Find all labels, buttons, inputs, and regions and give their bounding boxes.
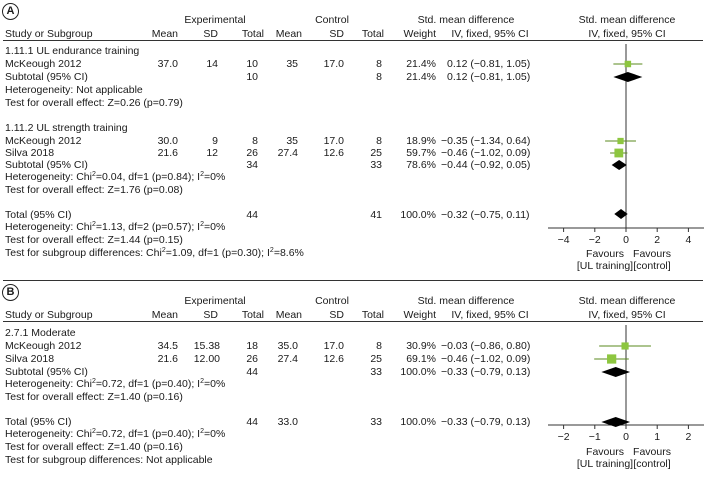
subtotal-total-e: 44 <box>246 366 258 378</box>
header-study: Study or Subgroup <box>5 28 93 40</box>
subtotal-ci: −0.33 (−0.79, 0.13) <box>441 366 531 378</box>
x-tick-label: 2 <box>654 234 661 246</box>
header-mean-c: Mean <box>275 309 302 321</box>
header-total-c: Total <box>361 309 384 321</box>
study-total-c: 8 <box>376 340 382 352</box>
study-sd-e: 12.00 <box>193 353 220 365</box>
study-point-marker <box>625 61 631 67</box>
study-sd-e: 9 <box>212 135 218 147</box>
heterogeneity-text: Heterogeneity: Chi$^2$=0.72, df=1 (p=0.40); $I^2=0\%$ <box>5 378 226 390</box>
study-total-e: 26 <box>246 353 258 365</box>
study-mean-c: 35 <box>286 135 298 147</box>
study-mean-e: 37.0 <box>157 58 178 70</box>
subtotal-weight: 78.6% <box>406 159 436 171</box>
header-method-col: IV, fixed, 95% CI <box>451 28 529 40</box>
x-tick-label: 1 <box>654 431 661 443</box>
total-total-e: 44 <box>246 416 258 428</box>
study-sd-e: 15.38 <box>193 340 220 352</box>
study-ci: −0.46 (−1.02, 0.09) <box>441 147 531 159</box>
panel-letter-a: A <box>2 3 19 20</box>
subtotal-label: Subtotal (95% CI) <box>5 71 88 83</box>
subtotal-total-c: 33 <box>370 159 382 171</box>
header-mean-e: Mean <box>151 28 178 40</box>
study-total-e: 10 <box>246 58 258 70</box>
favours-left-label: [UL training] <box>576 458 634 470</box>
subgroup-title: 2.7.1 Moderate <box>5 327 76 339</box>
header-sd-c: SD <box>329 28 344 40</box>
study-sd-c: 12.6 <box>323 147 344 159</box>
study-name: Silva 2018 <box>5 147 55 159</box>
study-sd-c: 12.6 <box>323 353 344 365</box>
subgroup-title: 1.11.1 UL endurance training <box>5 45 140 57</box>
study-name: Silva 2018 <box>5 353 55 365</box>
study-ci: −0.46 (−1.02, 0.09) <box>441 353 531 365</box>
favours-right-label: Favours <box>633 446 671 458</box>
study-total-e: 8 <box>252 135 258 147</box>
heterogeneity-text: Heterogeneity: Chi$^2$=0.04, df=1 (p=0.84); $I^2=0\%$ <box>5 171 226 183</box>
total-mean-c: 33.0 <box>277 416 298 428</box>
study-point-marker <box>607 354 616 363</box>
favours-right-label: Favours <box>633 248 671 260</box>
total-label: Total (95% CI) <box>5 416 72 428</box>
header-sd-e: SD <box>203 309 218 321</box>
subtotal-total-c: 33 <box>370 366 382 378</box>
header-method-plot: IV, fixed, 95% CI <box>588 309 666 321</box>
study-sd-c: 17.0 <box>323 340 344 352</box>
panel-letter-b: B <box>2 284 19 301</box>
overall-effect-text: Test for overall effect: Z=1.76 (p=0.08) <box>5 184 183 196</box>
study-mean-c: 35.0 <box>277 340 298 352</box>
x-tick-label: −4 <box>557 234 570 246</box>
header-experimental: Experimental <box>184 295 246 307</box>
total-ci: −0.33 (−0.79, 0.13) <box>441 416 531 428</box>
overall-effect-text: Test for overall effect: Z=1.40 (p=0.16) <box>5 391 183 403</box>
study-point-marker <box>614 149 623 158</box>
study-mean-e: 21.6 <box>157 147 178 159</box>
header-control: Control <box>315 295 349 307</box>
header-experimental: Experimental <box>184 14 246 26</box>
study-sd-e: 14 <box>206 58 218 70</box>
study-point-marker <box>617 138 623 144</box>
x-tick-label: 2 <box>685 431 692 443</box>
study-point-marker <box>621 342 628 349</box>
total-total-e: 44 <box>246 209 258 221</box>
pooled-estimate-diamond <box>612 160 627 170</box>
x-tick-label: 0 <box>623 431 629 443</box>
subtotal-weight: 100.0% <box>400 366 436 378</box>
study-ci: 0.12 (−0.81, 1.05) <box>447 58 531 70</box>
total-heterogeneity: Heterogeneity: Chi$^2$=0.72, df=1 (p=0.40); $I^2=0\%$ <box>5 428 226 440</box>
x-tick-label: 0 <box>623 234 629 246</box>
study-weight: 69.1% <box>406 353 436 365</box>
subgroup-differences: Test for subgroup differences: Chi$^2$=1.09, df=1 (p=0.30); $I^2=8.6\%$ <box>5 247 304 259</box>
header-smd-plot: Std. mean difference <box>578 14 676 26</box>
subtotal-ci: −0.44 (−0.92, 0.05) <box>441 159 531 171</box>
pooled-estimate-diamond <box>613 72 642 82</box>
study-mean-e: 34.5 <box>157 340 178 352</box>
study-name: McKeough 2012 <box>5 58 82 70</box>
header-weight: Weight <box>403 309 436 321</box>
favours-right-label: [control] <box>633 458 671 470</box>
total-total-c: 33 <box>370 416 382 428</box>
x-tick-label: −1 <box>588 431 601 443</box>
study-mean-e: 30.0 <box>157 135 178 147</box>
header-total-e: Total <box>241 28 264 40</box>
header-method-plot: IV, fixed, 95% CI <box>588 28 666 40</box>
header-study: Study or Subgroup <box>5 309 93 321</box>
heterogeneity-text: Heterogeneity: Not applicable <box>5 84 143 96</box>
subgroup-title: 1.11.2 UL strength training <box>5 122 128 134</box>
x-tick-label: −2 <box>557 431 570 443</box>
subgroup-differences: Test for subgroup differences: Not applicable <box>5 454 213 466</box>
subtotal-label: Subtotal (95% CI) <box>5 366 88 378</box>
study-total-c: 25 <box>370 353 382 365</box>
header-sd-c: SD <box>329 309 344 321</box>
study-total-c: 8 <box>376 135 382 147</box>
header-smd-plot: Std. mean difference <box>578 295 676 307</box>
study-sd-c: 17.0 <box>323 135 344 147</box>
header-mean-e: Mean <box>151 309 178 321</box>
x-tick-label: 4 <box>685 234 692 246</box>
study-total-c: 8 <box>376 58 382 70</box>
header-smd-col: Std. mean difference <box>417 14 515 26</box>
header-total-c: Total <box>361 28 384 40</box>
x-tick-label: −2 <box>588 234 601 246</box>
study-mean-c: 27.4 <box>277 147 298 159</box>
header-control: Control <box>315 14 349 26</box>
total-heterogeneity: Heterogeneity: Chi$^2$=1.13, df=2 (p=0.57); $I^2=0\%$ <box>5 221 226 233</box>
header-method-col: IV, fixed, 95% CI <box>451 309 529 321</box>
subtotal-label: Subtotal (95% CI) <box>5 159 88 171</box>
study-mean-c: 35 <box>286 58 298 70</box>
subtotal-total-e: 10 <box>246 71 258 83</box>
subtotal-ci: 0.12 (−0.81, 1.05) <box>447 71 531 83</box>
study-name: McKeough 2012 <box>5 340 82 352</box>
study-sd-c: 17.0 <box>323 58 344 70</box>
subtotal-total-c: 8 <box>376 71 382 83</box>
total-overall-effect: Test for overall effect: Z=1.44 (p=0.15) <box>5 234 183 246</box>
header-weight: Weight <box>403 28 436 40</box>
favours-left-label: Favours <box>586 248 624 260</box>
study-total-e: 26 <box>246 147 258 159</box>
study-total-c: 25 <box>370 147 382 159</box>
favours-right-label: [control] <box>633 260 671 272</box>
header-smd-col: Std. mean difference <box>417 295 515 307</box>
total-weight: 100.0% <box>400 209 436 221</box>
study-weight: 30.9% <box>406 340 436 352</box>
study-name: McKeough 2012 <box>5 135 82 147</box>
study-sd-e: 12 <box>206 147 218 159</box>
total-label: Total (95% CI) <box>5 209 72 221</box>
study-total-e: 18 <box>246 340 258 352</box>
study-mean-e: 21.6 <box>157 353 178 365</box>
study-ci: −0.03 (−0.86, 0.80) <box>441 340 531 352</box>
favours-left-label: Favours <box>586 446 624 458</box>
study-weight: 21.4% <box>406 58 436 70</box>
favours-left-label: [UL training] <box>576 260 634 272</box>
header-sd-e: SD <box>203 28 218 40</box>
total-weight: 100.0% <box>400 416 436 428</box>
total-ci: −0.32 (−0.75, 0.11) <box>441 209 530 221</box>
total-overall-effect: Test for overall effect: Z=1.40 (p=0.16) <box>5 441 183 453</box>
overall-effect-text: Test for overall effect: Z=0.26 (p=0.79) <box>5 97 183 109</box>
total-total-c: 41 <box>370 209 382 221</box>
study-mean-c: 27.4 <box>277 353 298 365</box>
subtotal-weight: 21.4% <box>406 71 436 83</box>
header-total-e: Total <box>241 309 264 321</box>
study-weight: 59.7% <box>406 147 436 159</box>
header-mean-c: Mean <box>275 28 302 40</box>
study-weight: 18.9% <box>406 135 436 147</box>
study-ci: −0.35 (−1.34, 0.64) <box>441 135 531 147</box>
subtotal-total-e: 34 <box>246 159 258 171</box>
